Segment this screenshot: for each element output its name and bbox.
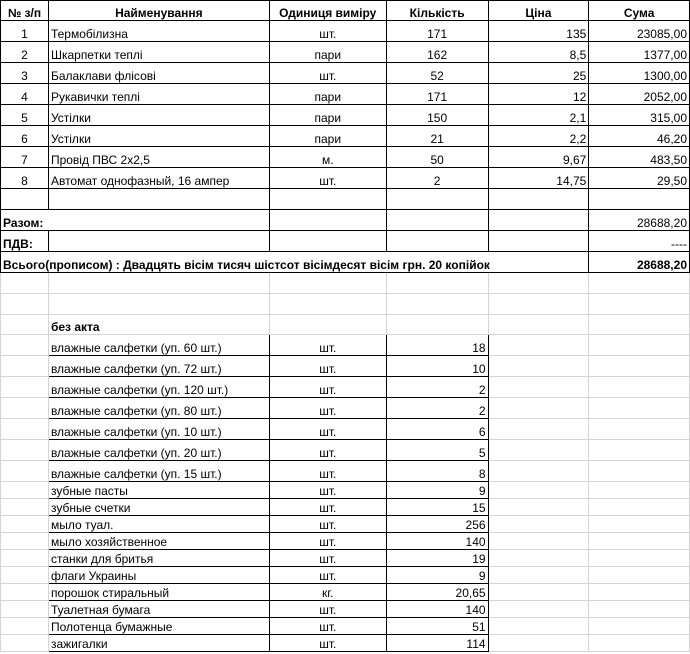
table-row [1,168,690,189]
item-qty[interactable]: 2 [386,168,488,189]
item-unit[interactable]: шт. [269,168,386,189]
list-item-name[interactable]: влажные салфетки (уп. 15 шт.) [48,461,269,482]
list-item [1,550,690,567]
list-item-name[interactable]: зубные пасты [48,482,269,499]
item-num[interactable]: 5 [1,105,49,126]
list-item [1,635,690,652]
header-row [1,1,690,21]
item-qty[interactable]: 171 [386,21,488,42]
item-price[interactable]: 9,67 [488,147,589,168]
list-item-qty[interactable]: 20,65 [386,584,488,601]
item-name[interactable]: Устілки [48,105,269,126]
empty-cell[interactable] [386,231,488,252]
list-item-name[interactable]: влажные салфетки (уп. 72 шт.) [48,356,269,377]
item-qty[interactable]: 52 [386,63,488,84]
empty-cell[interactable] [488,189,589,210]
list-item [1,499,690,516]
item-price[interactable]: 12 [488,84,589,105]
list-item-name[interactable]: влажные салфетки (уп. 60 шт.) [48,335,269,356]
item-num[interactable]: 1 [1,21,49,42]
item-num[interactable]: 2 [1,42,49,63]
list-item [1,618,690,635]
item-price[interactable]: 135 [488,21,589,42]
razom-value[interactable]: 28688,20 [589,210,690,231]
header-price[interactable]: Ціна [488,1,589,21]
list-item-unit[interactable]: шт. [269,461,386,482]
list-item-qty[interactable]: 9 [386,567,488,584]
empty-cell[interactable] [488,231,589,252]
section-title[interactable]: без акта [48,315,269,335]
pdv-label[interactable]: ПДВ: [1,231,49,252]
list-item [1,533,690,550]
list-item [1,516,690,533]
list-item [1,419,690,440]
list-item-name[interactable]: порошок стиральный [48,584,269,601]
item-name[interactable]: Автомат однофазный, 16 ампер [48,168,269,189]
list-item-qty[interactable]: 51 [386,618,488,635]
item-sum[interactable]: 29,50 [589,168,690,189]
item-qty[interactable]: 171 [386,84,488,105]
list-item-unit[interactable]: шт. [269,601,386,618]
total-row [1,210,690,231]
table-row [1,105,690,126]
list-item-name[interactable]: влажные салфетки (уп. 20 шт.) [48,440,269,461]
empty-cell[interactable] [589,189,690,210]
header-name[interactable]: Найменування [48,1,269,21]
list-item-unit[interactable]: шт. [269,335,386,356]
list-item-qty[interactable]: 2 [386,377,488,398]
header-qty[interactable]: Кількість [386,1,488,21]
list-item [1,567,690,584]
list-item-qty[interactable]: 6 [386,419,488,440]
item-num[interactable]: 8 [1,168,49,189]
pdv-value[interactable]: ---- [589,231,690,252]
item-qty[interactable]: 162 [386,42,488,63]
item-sum[interactable]: 2052,00 [589,84,690,105]
list-item-name[interactable]: Туалетная бумага [48,601,269,618]
item-name[interactable]: Устілки [48,126,269,147]
list-item-name[interactable]: влажные салфетки (уп. 80 шт.) [48,398,269,419]
list-item-unit[interactable]: шт. [269,419,386,440]
list-item-qty[interactable]: 10 [386,356,488,377]
header-sum[interactable]: Сума [589,1,690,21]
item-price[interactable]: 2,2 [488,126,589,147]
list-item [1,398,690,419]
list-item-name[interactable]: мыло хозяйственное [48,533,269,550]
item-name[interactable]: Балаклави флісові [48,63,269,84]
item-unit[interactable]: шт. [269,63,386,84]
item-price[interactable]: 25 [488,63,589,84]
list-item [1,584,690,601]
section-title-row [1,315,690,335]
item-name[interactable]: Провід ПВС 2х2,5 [48,147,269,168]
list-item-qty[interactable]: 140 [386,601,488,618]
vat-row [1,231,690,252]
list-item-qty[interactable]: 114 [386,635,488,652]
table-row [1,126,690,147]
item-sum[interactable]: 483,50 [589,147,690,168]
list-item-qty[interactable]: 9 [386,482,488,499]
razom-label[interactable]: Разом: [1,210,270,231]
item-sum[interactable]: 23085,00 [589,21,690,42]
item-sum[interactable]: 46,20 [589,126,690,147]
table-row [1,42,690,63]
list-item-name[interactable]: флаги Украины [48,567,269,584]
list-item-name[interactable]: станки для бритья [48,550,269,567]
item-num[interactable]: 6 [1,126,49,147]
list-item-name[interactable]: зубные счетки [48,499,269,516]
list-item-name[interactable]: влажные салфетки (уп. 10 шт.) [48,419,269,440]
list-item-qty[interactable]: 140 [386,533,488,550]
item-name[interactable]: Термобілизна [48,21,269,42]
item-num[interactable]: 3 [1,63,49,84]
list-item [1,601,690,618]
item-unit[interactable]: шт. [269,21,386,42]
list-item-name[interactable]: мыло туал. [48,516,269,533]
empty-cell[interactable] [48,231,269,252]
item-unit[interactable]: пари [269,84,386,105]
item-name[interactable]: Рукавички теплі [48,84,269,105]
item-num[interactable]: 4 [1,84,49,105]
list-item-qty[interactable]: 15 [386,499,488,516]
list-item-unit[interactable]: кг. [269,584,386,601]
empty-row [1,189,690,210]
item-qty[interactable]: 150 [386,105,488,126]
list-item-unit[interactable]: шт. [269,499,386,516]
list-item-qty[interactable]: 19 [386,550,488,567]
list-item-unit[interactable]: шт. [269,550,386,567]
empty-cell[interactable] [386,210,488,231]
item-qty[interactable]: 21 [386,126,488,147]
table-row [1,147,690,168]
empty-cell[interactable] [48,189,269,210]
item-unit[interactable]: пари [269,126,386,147]
empty-cell[interactable] [269,210,386,231]
list-item-qty[interactable]: 2 [386,398,488,419]
list-item-unit[interactable]: шт. [269,398,386,419]
item-sum[interactable]: 315,00 [589,105,690,126]
list-item-name[interactable]: Полотенца бумажные [48,618,269,635]
item-unit[interactable]: пари [269,42,386,63]
list-item-unit[interactable]: шт. [269,377,386,398]
vsogo-value[interactable]: 28688,20 [589,252,690,273]
list-item-qty[interactable]: 5 [386,440,488,461]
list-item-unit[interactable]: шт. [269,635,386,652]
blank-row [1,273,690,294]
empty-cell[interactable] [1,189,49,210]
grand-total-row [1,252,690,273]
list-item-name[interactable]: влажные салфетки (уп. 120 шт.) [48,377,269,398]
blank-row [1,294,690,315]
list-item [1,356,690,377]
vsogo-label[interactable]: Всього(прописом) : Двадцять вісім тисяч шістсот вісімдесят вісім грн. 20 копійок [1,252,589,273]
item-price[interactable]: 14,75 [488,168,589,189]
list-item-unit[interactable]: шт. [269,516,386,533]
empty-cell[interactable] [386,189,488,210]
list-item-qty[interactable]: 8 [386,461,488,482]
item-sum[interactable]: 1300,00 [589,63,690,84]
list-item [1,461,690,482]
item-price[interactable]: 2,1 [488,105,589,126]
list-item [1,482,690,499]
item-price[interactable]: 8,5 [488,42,589,63]
table-row [1,84,690,105]
list-item [1,335,690,356]
table-row [1,63,690,84]
item-unit[interactable]: м. [269,147,386,168]
list-item [1,377,690,398]
empty-cell[interactable] [269,231,386,252]
item-sum[interactable]: 1377,00 [589,42,690,63]
list-item-unit[interactable]: шт. [269,533,386,550]
list-item-unit[interactable]: шт. [269,482,386,499]
empty-cell[interactable] [269,189,386,210]
item-name[interactable]: Шкарпетки теплі [48,42,269,63]
item-unit[interactable]: пари [269,105,386,126]
list-item-name[interactable]: зажигалки [48,635,269,652]
list-item-qty[interactable]: 256 [386,516,488,533]
list-item-unit[interactable]: шт. [269,356,386,377]
header-unit[interactable]: Одиниця виміру [269,1,386,21]
list-item-unit[interactable]: шт. [269,440,386,461]
empty-cell[interactable] [488,210,589,231]
header-num[interactable]: № з/п [1,1,49,21]
table-row [1,21,690,42]
list-item-unit[interactable]: шт. [269,567,386,584]
list-item-qty[interactable]: 18 [386,335,488,356]
list-item-unit[interactable]: шт. [269,618,386,635]
item-qty[interactable]: 50 [386,147,488,168]
item-num[interactable]: 7 [1,147,49,168]
list-item [1,440,690,461]
